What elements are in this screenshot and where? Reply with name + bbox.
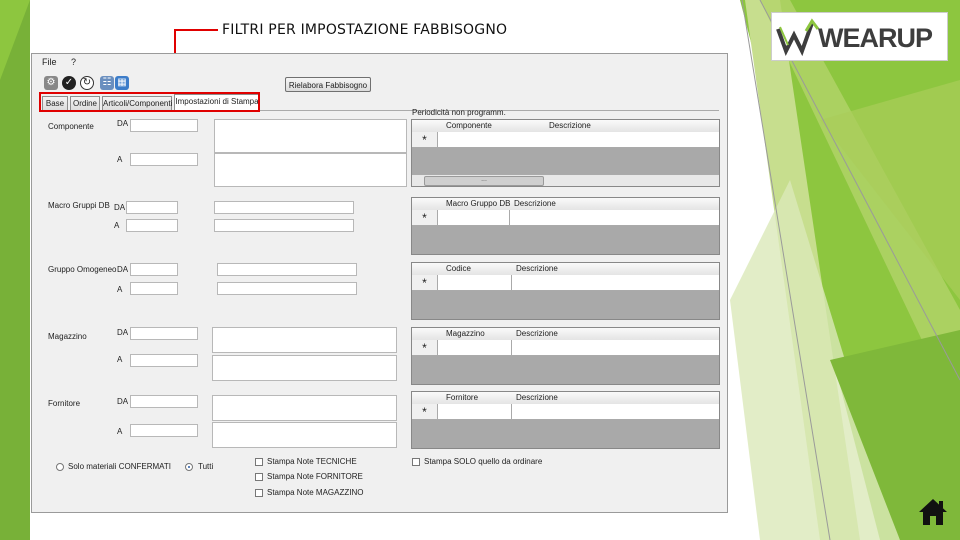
magazzino-da-input[interactable]: [130, 327, 198, 340]
radio-tutti-label: Tutti: [198, 462, 214, 471]
filter-label-fornitore: Fornitore: [48, 399, 81, 408]
grid-new-row[interactable]: [412, 275, 719, 291]
logo-mark-icon: [774, 17, 822, 57]
users-icon[interactable]: ☷: [100, 76, 114, 90]
magazzino-a-label: A: [117, 355, 123, 364]
componente-a-label: A: [117, 155, 123, 164]
magazzino-a-description[interactable]: [212, 355, 397, 381]
componente-da-description[interactable]: [214, 119, 407, 153]
macro-a-input[interactable]: [126, 219, 178, 232]
tab-articoli-componenti[interactable]: Articoli/Componenti: [102, 96, 172, 110]
gruppo-da-label: DA: [117, 265, 129, 274]
grid-icon[interactable]: ▦: [115, 76, 129, 90]
scroll-thumb-grip: ...: [481, 176, 487, 183]
grid-header-codice[interactable]: Codice: [446, 264, 471, 273]
fornitore-a-input[interactable]: [130, 424, 198, 437]
radio-tutti[interactable]: [185, 463, 193, 471]
componente-a-input[interactable]: [130, 153, 198, 166]
filter-label-macro-gruppi: Macro Gruppi DB: [48, 201, 110, 210]
checkbox-note-magazzino-label: Stampa Note MAGAZZINO: [267, 488, 364, 497]
macro-da-label: DA: [114, 203, 126, 212]
componente-da-label: DA: [117, 119, 129, 128]
macro-a-description[interactable]: [214, 219, 354, 232]
logo-text: WEARUP: [818, 23, 932, 53]
tab-ordine[interactable]: Ordine: [70, 96, 100, 110]
componente-da-input[interactable]: [130, 119, 198, 132]
tab-impostazioni-di-stampa[interactable]: Impostazioni di Stampa: [174, 94, 260, 110]
tab-base[interactable]: Base: [42, 96, 68, 110]
grid-header-componente[interactable]: Componente: [446, 121, 492, 130]
rielabora-fabbisogno-button[interactable]: Rielabora Fabbisogno: [285, 77, 371, 92]
tab-panel: [42, 110, 719, 506]
settings-icon[interactable]: ⚙: [44, 76, 58, 90]
gruppo-a-label: A: [117, 285, 123, 294]
radio-solo-confermati-label: Solo materiali CONFERMATI: [68, 462, 171, 471]
grid-new-row[interactable]: [412, 340, 719, 356]
gruppo-omogeneo-grid[interactable]: [411, 262, 720, 320]
periodi-label: Periodicità non programm.: [412, 108, 506, 117]
grid-header-macro-gruppo[interactable]: Macro Gruppo DB: [446, 199, 511, 208]
radio-solo-confermati[interactable]: [56, 463, 64, 471]
app-window: [31, 53, 728, 513]
magazzino-da-label: DA: [117, 328, 129, 337]
check-icon[interactable]: ✓: [62, 76, 76, 90]
checkbox-solo-da-ordinare-label: Stampa SOLO quello da ordinare: [424, 457, 543, 466]
menu-bar: [42, 57, 88, 67]
row-marker: *: [412, 210, 438, 225]
macro-da-description[interactable]: [214, 201, 354, 214]
fornitore-grid[interactable]: [411, 391, 720, 449]
fornitore-da-description[interactable]: [212, 395, 397, 421]
tabs-highlight-box: [39, 92, 260, 112]
menu-help[interactable]: ?: [71, 57, 77, 67]
fornitore-da-label: DA: [117, 397, 129, 406]
refresh-icon[interactable]: ↻: [80, 76, 94, 90]
grid-header-magazzino[interactable]: Magazzino: [446, 329, 485, 338]
grid-header-descrizione[interactable]: Descrizione: [516, 393, 558, 402]
wearup-logo: [771, 12, 948, 61]
grid-header-fornitore[interactable]: Fornitore: [446, 393, 479, 402]
annotation-title: FILTRI PER IMPOSTAZIONE FABBISOGNO: [222, 22, 508, 38]
checkbox-note-magazzino[interactable]: [255, 489, 263, 497]
menu-file[interactable]: File: [42, 57, 57, 67]
gruppo-a-description[interactable]: [217, 282, 357, 295]
scrollbar-thumb[interactable]: [424, 176, 544, 186]
checkbox-solo-da-ordinare[interactable]: [412, 458, 420, 466]
filter-label-gruppo-omogeneo: Gruppo Omogeneo: [48, 265, 117, 274]
row-marker: *: [412, 275, 438, 290]
fornitore-da-input[interactable]: [130, 395, 198, 408]
magazzino-grid[interactable]: [411, 327, 720, 385]
grid-header-descrizione[interactable]: Descrizione: [516, 264, 558, 273]
magazzino-a-input[interactable]: [130, 354, 198, 367]
fornitore-a-description[interactable]: [212, 422, 397, 448]
row-marker: *: [412, 404, 438, 419]
grid-header-descrizione[interactable]: Descrizione: [549, 121, 591, 130]
macro-a-label: A: [114, 221, 120, 230]
row-marker: *: [412, 132, 438, 147]
checkbox-note-fornitore-label: Stampa Note FORNITORE: [267, 472, 363, 481]
checkbox-note-fornitore[interactable]: [255, 473, 263, 481]
macro-gruppi-grid[interactable]: [411, 197, 720, 255]
row-marker: *: [412, 340, 438, 355]
magazzino-da-description[interactable]: [212, 327, 397, 353]
grid-new-row[interactable]: [412, 404, 719, 420]
grid-header-descrizione[interactable]: Descrizione: [516, 329, 558, 338]
filter-label-componente: Componente: [48, 122, 94, 131]
checkbox-note-tecniche-label: Stampa Note TECNICHE: [267, 457, 357, 466]
horizontal-scrollbar[interactable]: [412, 174, 719, 186]
gruppo-da-description[interactable]: [217, 263, 357, 276]
grid-new-row[interactable]: [412, 132, 719, 148]
gruppo-a-input[interactable]: [130, 282, 178, 295]
grid-new-row[interactable]: [412, 210, 719, 226]
filter-label-magazzino: Magazzino: [48, 332, 87, 341]
fornitore-a-label: A: [117, 427, 123, 436]
componente-grid[interactable]: [411, 119, 720, 187]
checkbox-note-tecniche[interactable]: [255, 458, 263, 466]
macro-da-input[interactable]: [126, 201, 178, 214]
home-icon[interactable]: [918, 497, 948, 527]
gruppo-da-input[interactable]: [130, 263, 178, 276]
componente-a-description[interactable]: [214, 153, 407, 187]
grid-header-descrizione[interactable]: Descrizione: [514, 199, 556, 208]
annotation-line-horizontal: [174, 29, 218, 31]
